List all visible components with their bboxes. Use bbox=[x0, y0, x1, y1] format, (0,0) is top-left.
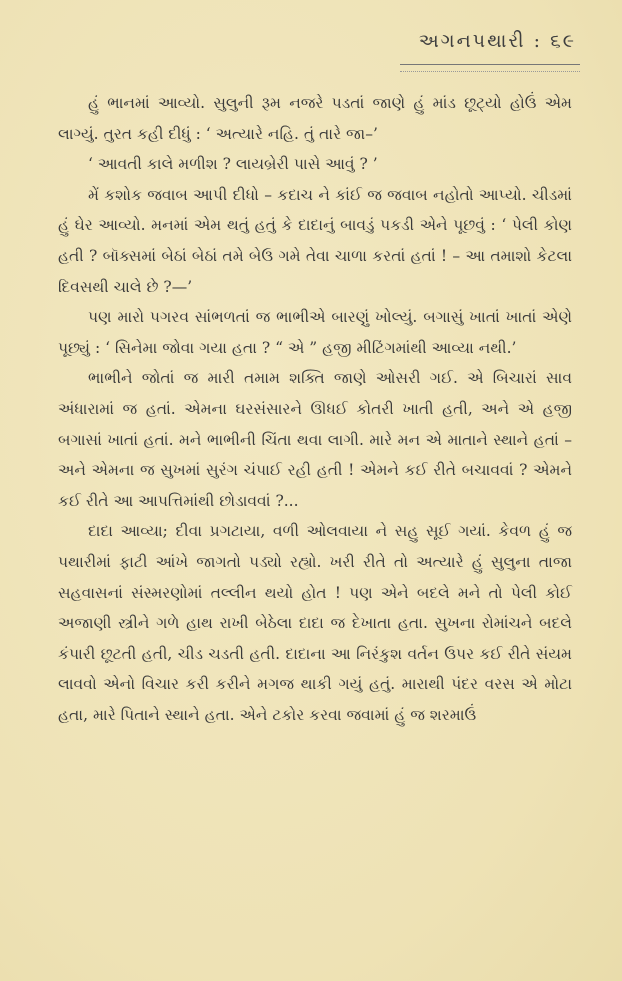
paragraph: દાદા આવ્યા; દીવા પ્રગટાયા, વળી ઓલવાયા ને સહુ સૂઈ ગયાં. કેવળ હું જ પથારીમાં ફાટી આંખે જાગતો પડ્યો રહ્યો. ખરી રીતે તો અત્યારે હું સુલુના તાજા સહવાસનાં સંસ્મરણોમાં તલ્લીન થયો હોત ! પણ એને બદલે મને તો પેલી કોઈ અજાણી સ્ત્રીને ગળે હાથ રાખી બેઠેલા દાદા જ દેખાતા હતા. સુખના રોમાંચને બદલે કંપારી છૂટતી હતી, ચીડ ચડતી હતી. દાદાના આ નિરંકુશ વર્તન ઉપર કઈ રીતે સંયમ લાવવો એનો વિચાર કરી કરીને મગજ થાકી ગયું હતું. મારાથી પંદર વરસ એ મોટા હતા, મારે પિતાને સ્થાને હતા. એને ટકોર કરવા જવામાં હું જ શરમાઉં bbox=[58, 522, 572, 724]
paragraph: મેં કશોક જવાબ આપી દીધો – કદાચ ને કાંઈ જ જવાબ નહોતો આપ્યો. ચીડમાં હું ઘેર આવ્યો. મનમાં એમ થતું હતું કે દાદાનું બાવડું પકડી એને પૂછવું : ‘ પેલી કોણ હતી ? બૉક્સમાં બેઠાં બેઠાં તમે બેઉ ગમે તેવા ચાળા કરતાં હતાં ! – આ તમાશો કેટલા દિવસથી ચાલે છે ?—’ bbox=[58, 185, 572, 296]
paragraph: હું ભાનમાં આવ્યો. સુલુની રૂમ નજરે પડતાં જાણે હું માંડ છૂટ્યો હોઉં એમ લાગ્યું. તુરત કહી દીધું : ‘ અત્યારે નહિ. તું તારે જા–’ bbox=[58, 94, 572, 143]
paragraph: ‘ આવતી કાલે મળીશ ? લાયબ્રેરી પાસે આવું ? ’ bbox=[88, 155, 378, 174]
paragraph: ભાભીને જોતાં જ મારી તમામ શક્તિ જાણે ઓસરી ગઈ. એ બિચારાં સાવ અંધારામાં જ હતાં. એમના ઘરસંસારને ઊધઈ કોતરી ખાતી હતી, અને એ હજી બગાસાં ખાતાં હતાં. મને ભાભીની ચિંતા થવા લાગી. મારે મન એ માતાને સ્થાને હતાં – અને એમના જ સુખમાં સુરંગ ચંપાઈ રહી હતી ! એમને કઈ રીતે બચાવવાં ? એમને કઈ રીતે આ આપત્તિમાંથી છોડાવવાં ?... bbox=[58, 369, 572, 510]
body-text bbox=[58, 88, 572, 730]
paragraph: પણ મારો પગરવ સાંભળતાં જ ભાભીએ બારણું ખોલ્યું. બગાસું ખાતાં ખાતાં એણે પૂછ્યું : ‘ સિનેમા જોવા ગયા હતા ? “ એ ” હજી મીટિંગમાંથી આવ્યા નથી.’ bbox=[58, 308, 572, 357]
header-rule bbox=[400, 64, 580, 72]
running-header: અગનપથારી : ૬૯ bbox=[418, 30, 576, 52]
